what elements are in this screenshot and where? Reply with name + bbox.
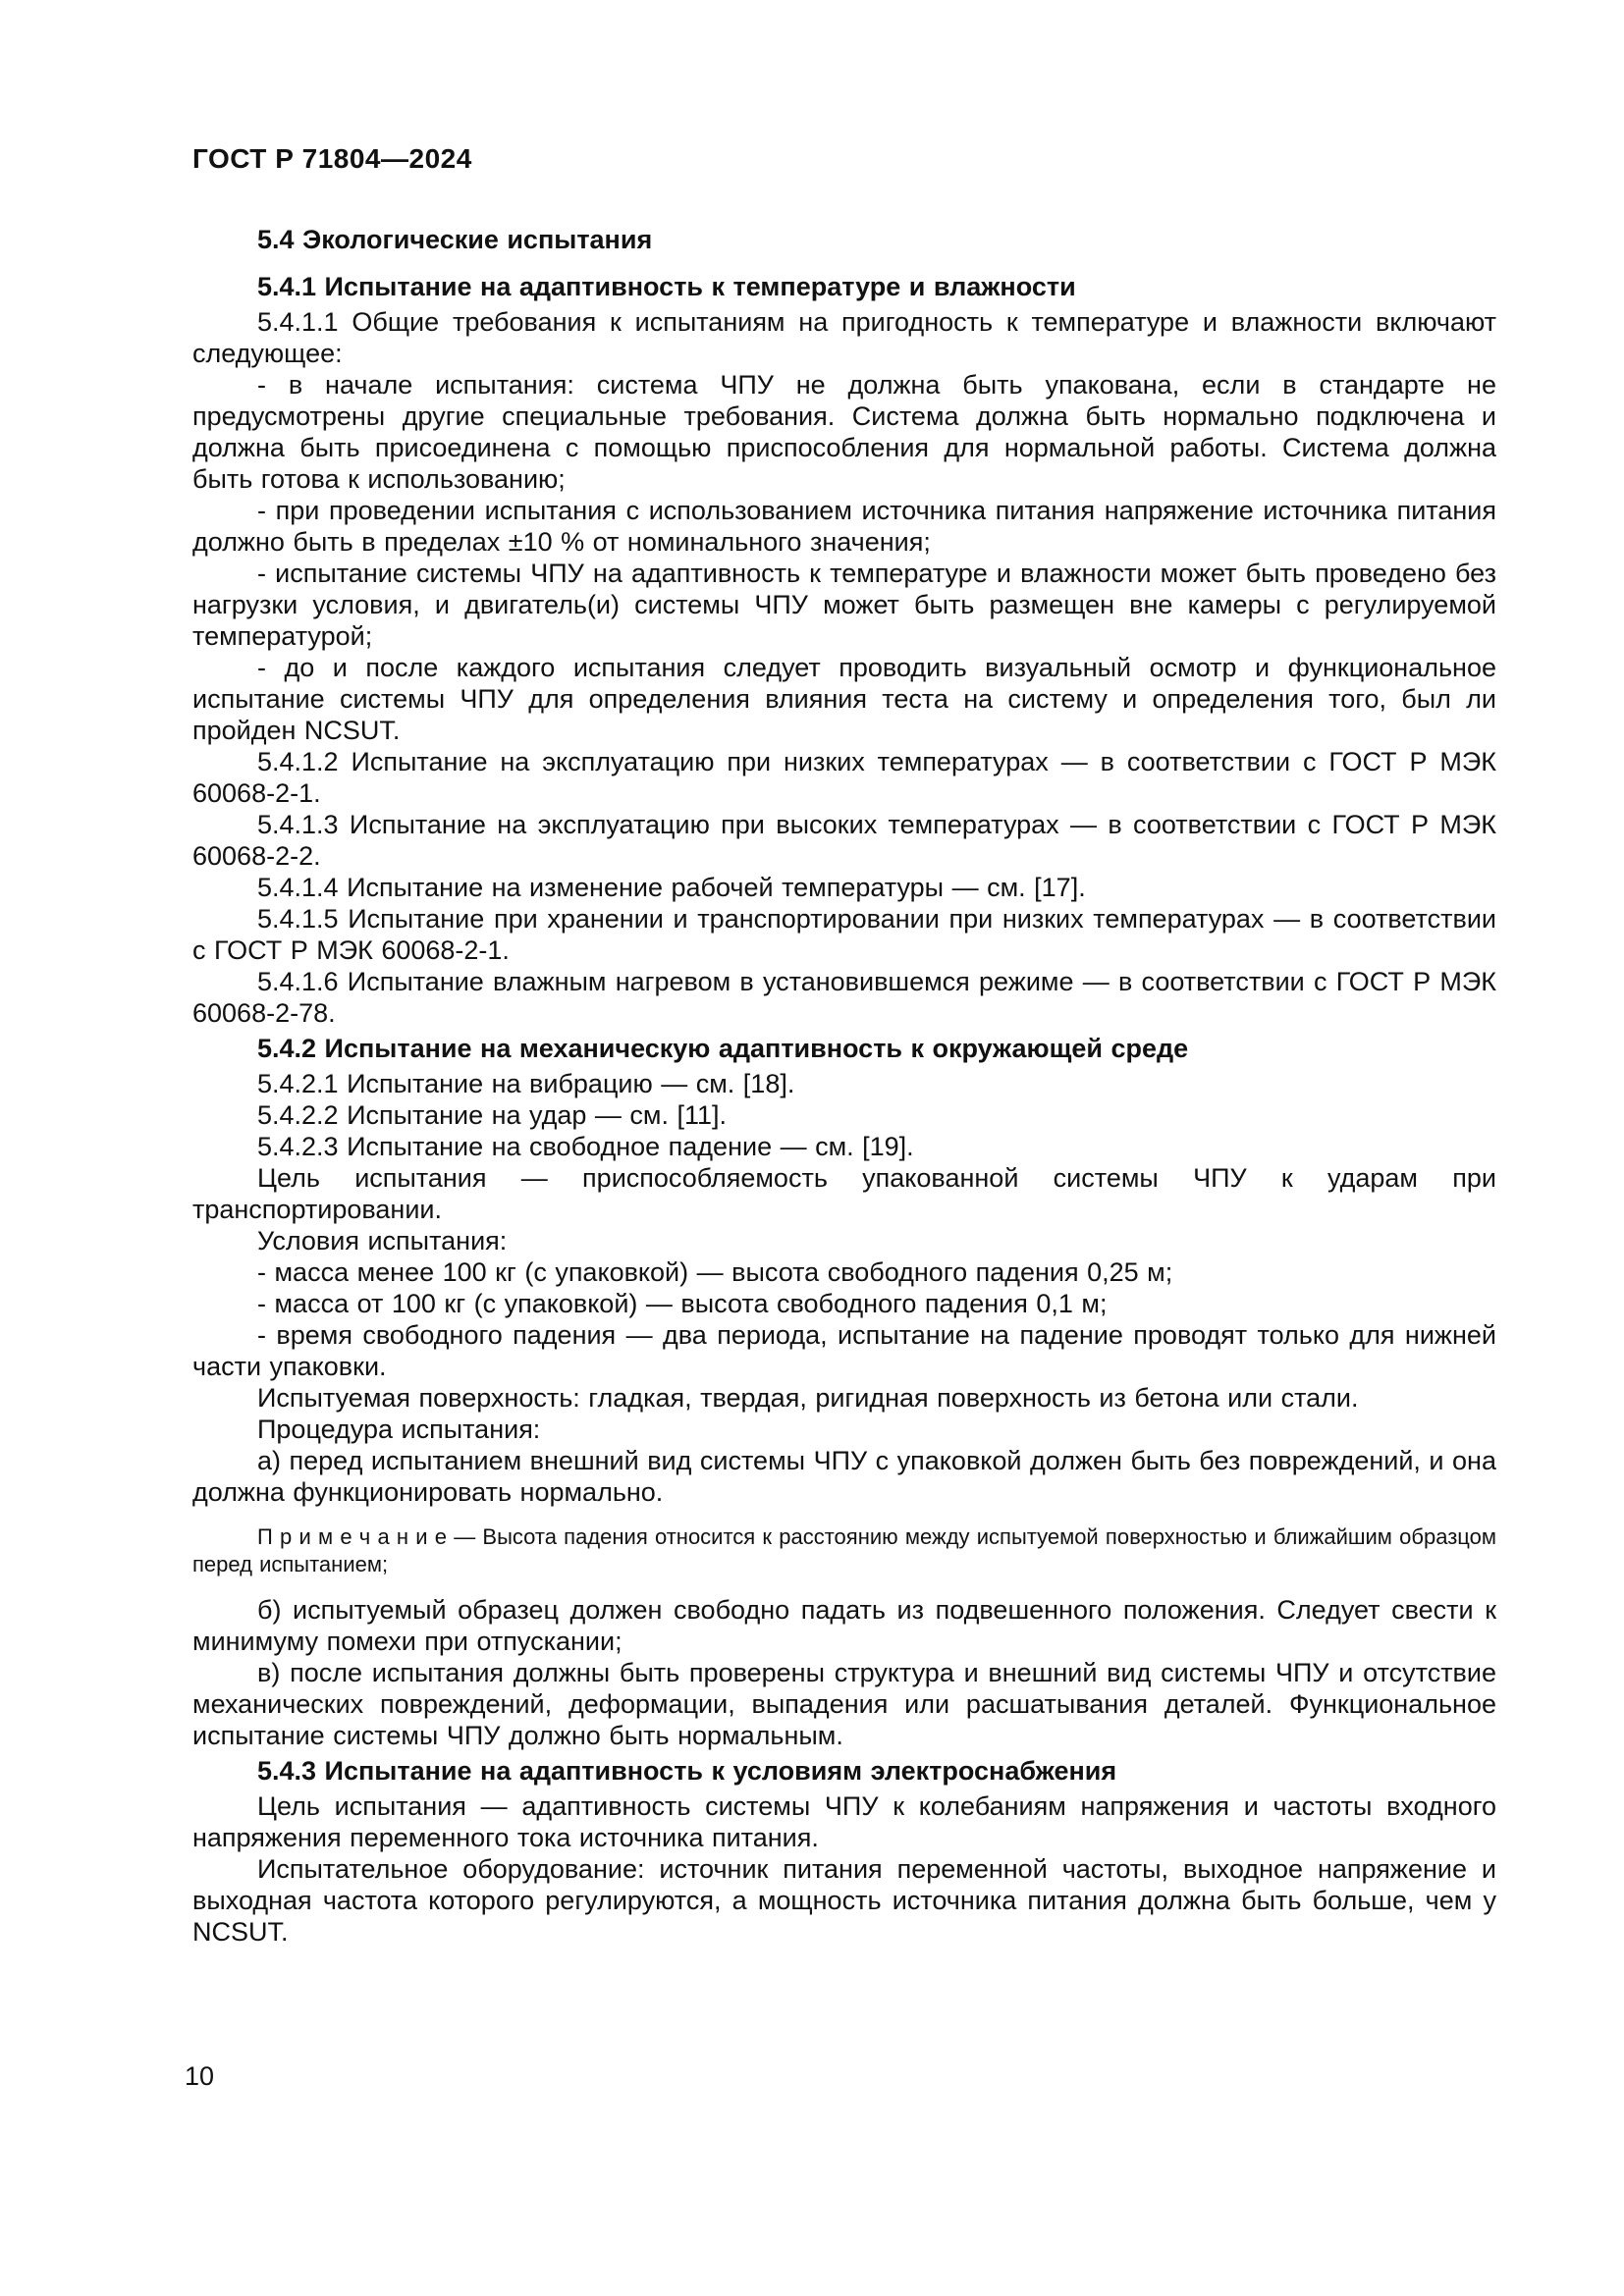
list-item: - испытание системы ЧПУ на адаптивность к температуре и влажности может быть проведено без нагрузки условия, и двигатель(и) системы ЧПУ может быть размещен вне камеры с регулируемой температурой; — [192, 559, 1496, 651]
paragraph: Условия испытания: — [257, 1226, 508, 1255]
paragraph: 5.4.2.2 Испытание на удар — см. [11]. — [257, 1100, 728, 1130]
paragraph: 5.4.1.3 Испытание на эксплуатацию при высоких температурах — в соответствии с ГОСТ Р МЭК 60068-2-2. — [192, 810, 1496, 871]
paragraph: Цель испытания — приспособляемость упакованной системы ЧПУ к ударам при транспортировании. — [192, 1163, 1496, 1224]
paragraph: в) после испытания должны быть проверены структура и внешний вид системы ЧПУ и отсутствие механических повреждений, деформации, выпадения или расшатывания деталей. Функциональное испытание системы ЧПУ должно быть нормальным. — [192, 1658, 1496, 1750]
paragraph: 5.4.1.6 Испытание влажным нагревом в установившемся режиме — в соответствии с ГОСТ Р МЭК 60068-2-78. — [192, 967, 1496, 1028]
note-paragraph: П р и м е ч а н и е — Высота падения относится к расстоянию между испытуемой поверхностью и ближайшим образцом перед испытанием; — [192, 1524, 1496, 1576]
paragraph: 5.4.2.3 Испытание на свободное падение — см. [19]. — [257, 1132, 914, 1161]
section-heading: 5.4 Экологические испытания — [257, 225, 653, 254]
paragraph: 5.4.1.2 Испытание на эксплуатацию при низких температурах — в соответствии с ГОСТ Р МЭК 60068-2-1. — [192, 747, 1496, 808]
list-item: - при проведении испытания с использованием источника питания напряжение источника питания должно быть в пределах ±10 % от номинального значения; — [192, 496, 1496, 557]
section-heading: 5.4.1 Испытание на адаптивность к температуре и влажности — [257, 272, 1076, 301]
paragraph: Испытательное оборудование: источник питания переменной частоты, выходное напряжение и выходная частота которого регулируются, а мощность источника питания должна быть больше, чем у NCSUT. — [192, 1854, 1496, 1947]
paragraph: 5.4.1.4 Испытание на изменение рабочей температуры — см. [17]. — [257, 873, 1086, 902]
section-heading: 5.4.3 Испытание на адаптивность к условиям электроснабжения — [257, 1756, 1117, 1786]
paragraph: а) перед испытанием внешний вид системы ЧПУ с упаковкой должен быть без повреждений, и она должна функционировать нормально. — [192, 1446, 1496, 1507]
paragraph: 5.4.1.5 Испытание при хранении и транспортировании при низких температурах — в соответствии с ГОСТ Р МЭК 60068-2-1. — [192, 904, 1496, 965]
list-item: - до и после каждого испытания следует проводить визуальный осмотр и функциональное испытание системы ЧПУ для определения влияния теста на систему и определения того, был ли пройден NCSUT. — [192, 653, 1496, 745]
paragraph: 5.4.1.1 Общие требования к испытаниям на пригодность к температуре и влажности включают следующее: — [192, 307, 1496, 368]
paragraph: 5.4.2.1 Испытание на вибрацию — см. [18]. — [257, 1069, 795, 1098]
list-item: - масса от 100 кг (с упаковкой) — высота свободного падения 0,1 м; — [257, 1289, 1108, 1318]
list-item: - время свободного падения — два периода, испытание на падение проводят только для нижней части упаковки. — [192, 1320, 1496, 1381]
paragraph: Испытуемая поверхность: гладкая, твердая, ригидная поверхность из бетона или стали. — [257, 1383, 1359, 1413]
paragraph: Процедура испытания: — [257, 1415, 541, 1444]
section-heading: 5.4.2 Испытание на механическую адаптивность к окружающей среде — [257, 1034, 1189, 1063]
paragraph: б) испытуемый образец должен свободно падать из подвешенного положения. Следует свести к минимуму помехи при отпускании; — [192, 1595, 1496, 1656]
list-item: - в начале испытания: система ЧПУ не должна быть упакована, если в стандарте не предусмотрены другие специальные требования. Система должна быть нормально подключена и должна быть присоединена с помощью приспособления для нормальной работы. Система должна быть готова к использованию; — [192, 370, 1496, 494]
list-item: - масса менее 100 кг (с упаковкой) — высота свободного падения 0,25 м; — [257, 1257, 1173, 1287]
document-content — [192, 143, 1496, 1948]
page-number: 10 — [185, 2061, 215, 2091]
document-number-header: ГОСТ Р 71804—2024 — [192, 143, 472, 174]
paragraph: Цель испытания — адаптивность системы ЧПУ к колебаниям напряжения и частоты входного напряжения переменного тока источника питания. — [192, 1791, 1496, 1852]
